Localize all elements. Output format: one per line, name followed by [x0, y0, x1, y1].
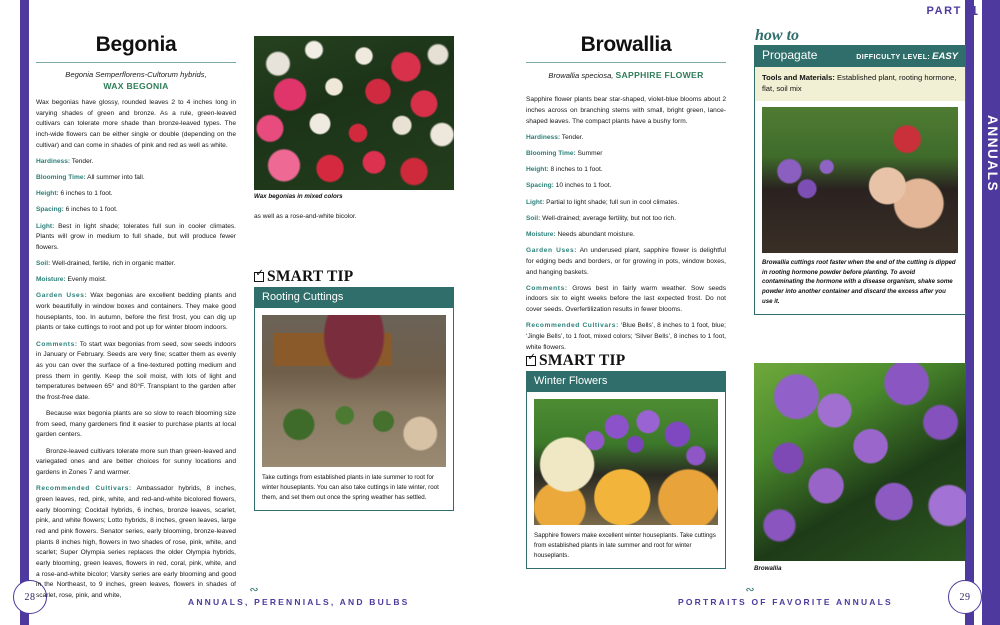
smart-tip-box [254, 287, 454, 511]
browallia-title-rule [526, 62, 726, 63]
difficulty-label: DIFFICULTY LEVEL: [856, 54, 931, 61]
part-label: PART [926, 5, 962, 17]
checkbox-icon [254, 272, 264, 282]
browallia-fact [526, 214, 726, 225]
smart-tip-title: Rooting Cuttings [255, 288, 453, 308]
running-footer-left: ANNUALS, PERENNIALS, AND BULBS [188, 597, 410, 607]
fact-text: Grows best in fairly warm weather. Sow seeds indoors six to eight weeks before the last expected frost. Do not cover seeds. Overfertilization results in fewer blooms. [526, 284, 726, 314]
fact-label: Garden Uses: [36, 292, 88, 300]
how-to-title-bar [755, 46, 965, 67]
fact-label: Light: [36, 222, 55, 230]
footer-ornament-left: ∾ [249, 584, 259, 596]
tools-label: Tools and Materials: [762, 73, 835, 82]
part-number: 1 [970, 3, 978, 18]
fact-text: Best in light shade; tolerates full sun in cooler climates. Plants will grow in medium to full shade, but will produce fewer flowers. [36, 222, 236, 251]
cultivars-label: Recommended Cultivars: [36, 485, 132, 493]
fact-text: Well-drained; average fertility, but not too rich. [540, 214, 677, 222]
browallia-fact [526, 149, 726, 160]
begonia-recommended-cultivars [36, 484, 236, 601]
fact-label: Blooming Time: [526, 150, 576, 158]
fact-label: Soil: [526, 214, 541, 222]
begonia-fact-list [36, 157, 236, 404]
smart-tip-badge [254, 269, 454, 285]
fact-label: Hardiness: [526, 133, 561, 141]
begonia-fact [36, 340, 236, 404]
begonia-fact [36, 173, 236, 184]
browallia-recommended-cultivars [526, 321, 726, 353]
begonia-title: Begonia [95, 33, 177, 56]
begonia-fact [36, 157, 236, 168]
section-tab-label: ANNUALS [985, 115, 1000, 193]
browallia-fact [526, 198, 726, 209]
begonia-title-rule [36, 62, 236, 63]
browallia-fact [526, 284, 726, 316]
begonia-continuation-text: as well as a rose-and-white bicolor. [254, 213, 357, 220]
propagate-photo [762, 107, 958, 253]
fact-label: Height: [526, 166, 549, 174]
fact-text: Well-drained, fertile, rich in organic matter. [50, 260, 176, 268]
fact-label: Comments: [526, 284, 568, 292]
page-number-left: 28 [13, 580, 47, 614]
cultivars-label: Recommended Cultivars: [526, 322, 619, 330]
fact-text: 10 inches to 1 foot. [553, 182, 612, 190]
browallia-fact [526, 246, 726, 278]
fact-label: Spacing: [36, 206, 64, 214]
begonia-article-column [36, 34, 236, 602]
fact-text: Needs abundant moisture. [555, 231, 635, 238]
page-number-right: 29 [948, 580, 982, 614]
fact-label: Moisture: [526, 231, 556, 238]
footer-ornament-right: ∾ [745, 584, 755, 596]
browallia-article-column [526, 34, 726, 353]
begonia-fact [36, 259, 236, 270]
browallia-common-name: SAPPHIRE FLOWER [615, 70, 704, 80]
browallia-fact [526, 230, 726, 241]
fact-label: Blooming Time: [36, 174, 86, 182]
smart-tip-caption: Sapphire flowers make excellent winter houseplants. Take cuttings from established plants in late summer and root for winter houseplants. [534, 531, 716, 559]
tools-text: Established plant, rooting hormone, flat, soil mix [762, 73, 957, 94]
fact-label: Hardiness: [36, 157, 71, 165]
fact-text: 6 inches to 1 foot. [63, 206, 118, 214]
begonia-photo-caption: Wax begonias in mixed colors [254, 193, 343, 200]
how-to-panel [754, 45, 966, 315]
begonia-latin-name: Begonia Semperflorens-Cultorum hybrids, [65, 70, 207, 79]
begonia-photo [254, 36, 454, 190]
smart-tip-caption: Take cuttings from established plants in late summer to root for winter houseplants. You can also take cuttings in late winter, root them, and set them out once the spring weather has settled. [262, 473, 439, 501]
how-to-verb: Propagate [762, 48, 818, 62]
smart-tip-title: Winter Flowers [527, 372, 725, 392]
checkbox-icon [526, 356, 536, 366]
fact-text: An underused plant, sapphire flower is delightful for edging beds and borders, or for growing in pots, window boxes, and hanging baskets. [526, 247, 727, 276]
begonia-fact [36, 291, 236, 334]
begonia-common-name: WAX BEGONIA [103, 81, 169, 91]
cultivars-text: Ambassador hybrids, 8 inches, green leaves, red, pink, white, and red-and-white bicolored flowers, early blooming; Cocktail hybrids, 6 inches, bronze leaves, scarlet, pink, and white flowers; Lotto hybrids, 8 inches, green leaves, large red and pink flowers. Senator series, early blooming, bronze-leaved plants 8 inches high, flowers in two shades of rose, pink, white, and scarlet; Super Olympia series replaces the older Olympia hybrids, early blooming, green leaves, flowers in red, coral, pink, white, and a rose-and-white bicolor; Varsity series are early blooming and good in the Northeast, to 9 inches, green leaves, flowers in shades of scarlet, rose, pink, and white, [36, 485, 236, 599]
right-page-spine-bar [965, 0, 974, 625]
browallia-photo [754, 363, 966, 561]
fact-text: Partial to light shade; full sun in cool climates. [544, 198, 680, 206]
fact-label: Spacing: [526, 182, 554, 190]
fact-text: Tender. [70, 157, 94, 165]
browallia-fact [526, 165, 726, 176]
begonia-continuation-column [254, 212, 454, 223]
browallia-latin-name [526, 69, 726, 81]
browallia-fact [526, 133, 726, 144]
begonia-fact [36, 189, 236, 200]
browallia-photo-caption: Browallia [754, 565, 782, 572]
fact-label: Moisture: [36, 276, 66, 284]
difficulty-level [856, 51, 958, 62]
begonia-fact [36, 275, 236, 286]
how-to-propagate-box [754, 28, 966, 315]
fact-label: Garden Uses: [526, 247, 578, 255]
fact-text: 6 inches to 1 foot. [58, 190, 113, 198]
fact-text: To start wax begonias from seed, sow seeds indoors in January or February. Seeds are very fine; scatter them as evenly as you can over the surface of a fine-textured potting medium and press them in gently. Keep the soil moist, with lots of light and temperatures between 65° and 80°F. Transplant to the garden after the frost-free date. [36, 340, 236, 401]
browallia-fact [526, 181, 726, 192]
smart-tip-badge [526, 353, 726, 369]
fact-text: 8 inches to 1 foot. [548, 166, 603, 174]
fact-text: Tender. [560, 133, 584, 141]
how-to-kicker: how to [755, 27, 800, 44]
fact-text: Evenly moist. [65, 276, 107, 284]
left-page-spine-bar [20, 0, 29, 625]
begonia-fact [36, 205, 236, 216]
browallia-intro-paragraph: Sapphire flower plants bear star-shaped, violet-blue blooms about 2 inches across on branching stems with small, bright green, lance-shaped leaves. The compact plants have a bushy form. [526, 96, 726, 125]
winter-flowers-photo [534, 399, 718, 525]
browallia-title: Browallia [580, 33, 672, 56]
difficulty-value: EASY [932, 51, 958, 62]
smart-tip-badge-label: SMART TIP [267, 268, 354, 285]
begonia-intro-paragraph: Wax begonias have glossy, rounded leaves 2 to 4 inches long in varying shades of green and bronze. As a rule, green-leaved cultivars can tolerate more shade than bronze-leaved types. The inch-wide flowers can be either single or double (depending on the cultivar) and can come in shades of pink and red as well as white. [36, 99, 236, 149]
fact-label: Light: [526, 198, 545, 206]
fact-label: Height: [36, 190, 59, 198]
smart-tip-rooting-cuttings [254, 269, 454, 511]
running-footer-right: PORTRAITS OF FAVORITE ANNUALS [678, 597, 893, 607]
begonia-bronze-leaf-paragraph: Bronze-leaved cultivars tolerate more sun than green-leaved and variegated ones and are better choices for sunny locations and gardens in Zones 7 and warmer. [36, 447, 236, 476]
propagate-photo-caption: Browallia cuttings root faster when the end of the cutting is dipped in rooting hormone powder before planting. To avoid contaminating the hormone with a disease organism, shake some powder into another container and discard the excess after you use it. [762, 258, 956, 305]
begonia-slow-growth-paragraph: Because wax begonia plants are so slow to reach blooming size from seed, many gardeners find it easier to purchase plants at local garden centers. [36, 410, 236, 439]
fact-text: Wax begonias are excellent bedding plants and work beautifully in window boxes and containers. They make good houseplants, too. In autumn, before the first frost, you can dig up plants or take cuttings to root and pot up for winter bloom indoors. [36, 292, 236, 332]
fact-text: All summer into fall. [85, 174, 145, 182]
fact-label: Comments: [36, 340, 78, 348]
rooting-cuttings-photo [262, 315, 446, 467]
browallia-fact-list [526, 133, 726, 353]
tools-and-materials [755, 67, 965, 101]
begonia-fact [36, 222, 236, 254]
cultivars-text: ‘Blue Bells’, 8 inches to 1 foot, blue; ‘Jingle Bells’, to 1 foot, mixed colors; ‘Silver Bells’, 8 inches to 1 foot, white flowers. [526, 322, 726, 351]
fact-label: Soil: [36, 260, 51, 268]
smart-tip-winter-flowers [526, 353, 726, 569]
browallia-latin-text: Browallia speciosa, [548, 71, 616, 80]
smart-tip-badge-label: SMART TIP [539, 352, 626, 369]
smart-tip-box [526, 371, 726, 569]
fact-text: Summer [575, 150, 603, 158]
